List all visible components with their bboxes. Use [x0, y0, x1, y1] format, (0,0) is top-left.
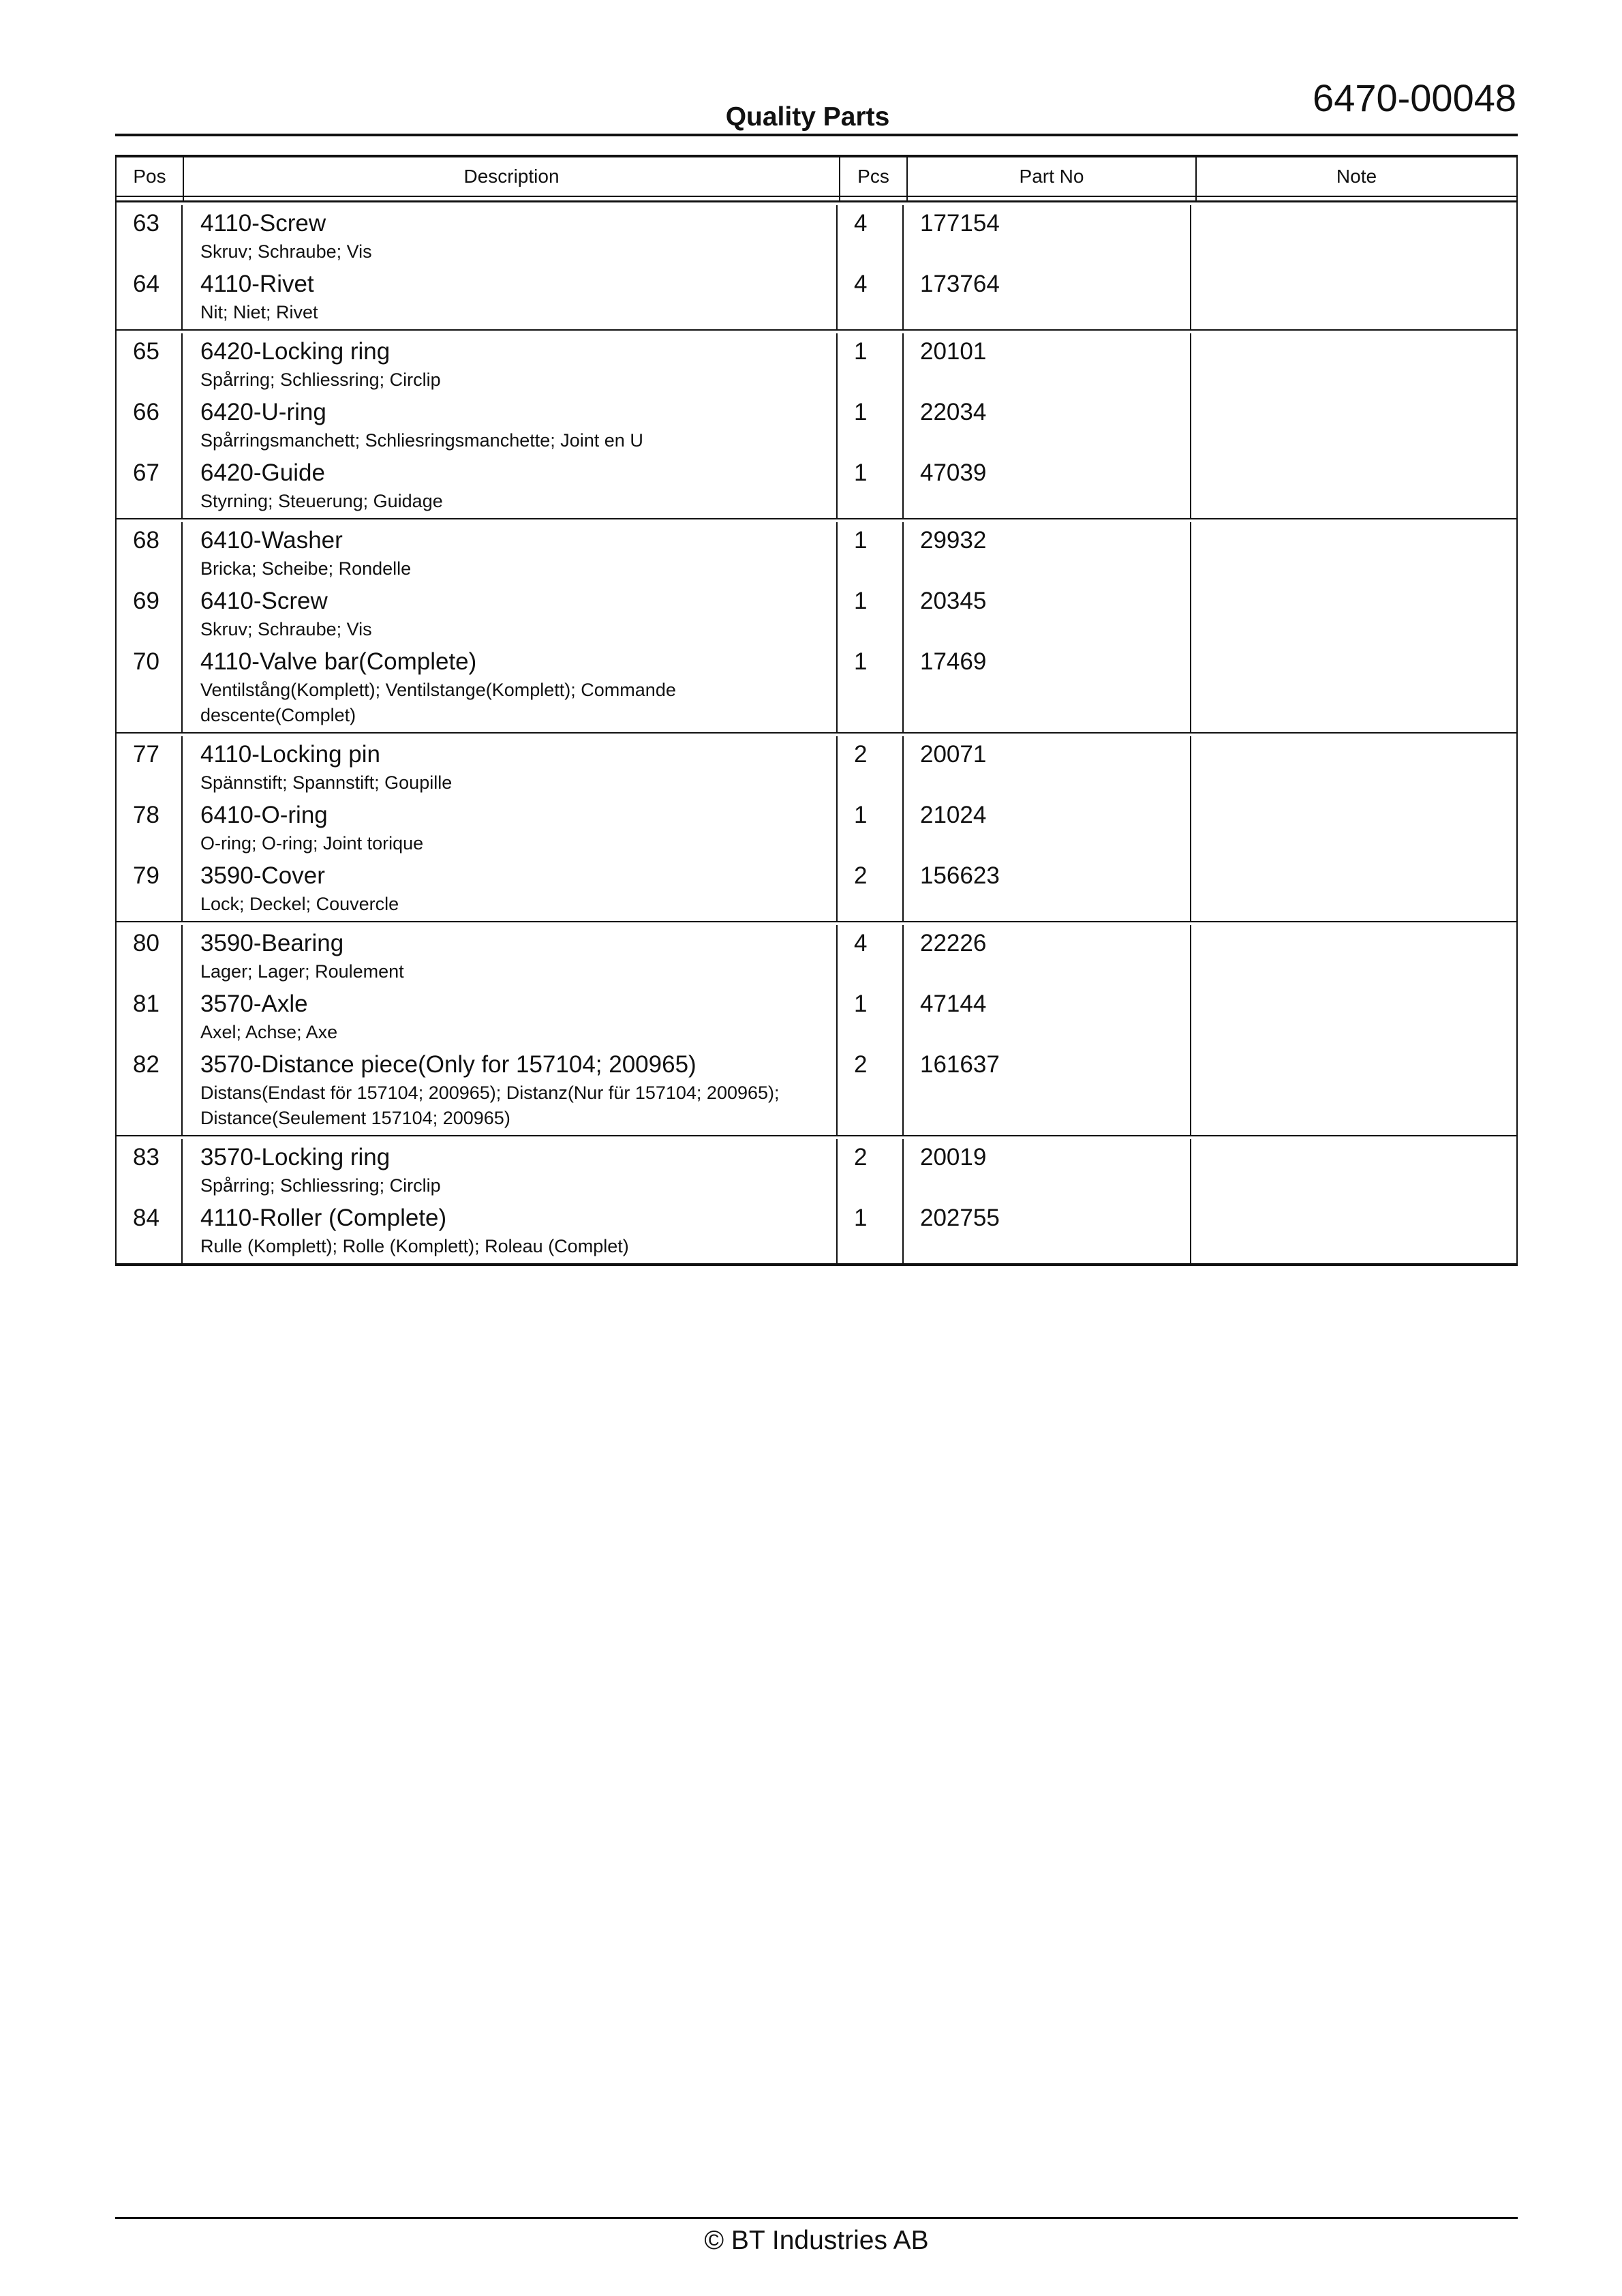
part-number-cell: 202755 — [904, 1203, 1191, 1263]
table-row — [117, 522, 1516, 586]
table-row — [117, 860, 1516, 921]
part-name: 6410-O-ring — [200, 802, 328, 828]
note-cell — [1191, 457, 1516, 518]
pcs-cell: 2 — [838, 860, 904, 921]
description-cell — [183, 736, 838, 800]
pos-cell: 69 — [117, 586, 183, 646]
page-title: Quality Parts — [725, 102, 890, 132]
description-cell — [183, 397, 838, 457]
footer-divider — [115, 2217, 1518, 2219]
table-row — [117, 988, 1516, 1049]
row-group-inner — [117, 922, 1516, 1135]
pcs-cell: 1 — [838, 988, 904, 1049]
description-cell — [183, 1203, 838, 1263]
description-cell — [183, 925, 838, 988]
table-row-group — [117, 1135, 1516, 1263]
pos-cell: 78 — [117, 800, 183, 860]
part-number-cell: 29932 — [904, 522, 1191, 586]
note-cell — [1191, 522, 1516, 586]
column-header-pos: Pos — [117, 157, 184, 196]
pcs-cell: 4 — [838, 205, 904, 269]
table-row-group — [117, 732, 1516, 921]
note-cell — [1191, 1049, 1516, 1135]
row-group-inner — [117, 519, 1516, 732]
note-cell — [1191, 333, 1516, 397]
pos-cell: 80 — [117, 925, 183, 988]
pos-cell: 77 — [117, 736, 183, 800]
footer-copyright: © BT Industries AB — [704, 2226, 929, 2255]
pcs-cell: 1 — [838, 522, 904, 586]
table-row-group — [117, 202, 1516, 329]
table-row — [117, 1049, 1516, 1135]
pos-cell: 64 — [117, 269, 183, 329]
part-translation: Lock; Deckel; Couvercle — [200, 894, 399, 914]
description-cell — [183, 1049, 838, 1135]
part-number-cell: 20101 — [904, 333, 1191, 397]
pcs-cell: 1 — [838, 397, 904, 457]
table-row — [117, 925, 1516, 988]
part-number-cell: 20345 — [904, 586, 1191, 646]
part-name: 4110-Screw — [200, 210, 326, 237]
note-cell — [1191, 988, 1516, 1049]
part-translation: Nit; Niet; Rivet — [200, 302, 318, 322]
part-translation: Spårringsmanchett; Schliesringsmanchette; Joint en U — [200, 430, 643, 451]
table-row-group — [117, 921, 1516, 1135]
pos-cell: 68 — [117, 522, 183, 586]
part-translation: O-ring; O-ring; Joint torique — [200, 833, 424, 854]
note-cell — [1191, 205, 1516, 269]
row-group-inner — [117, 202, 1516, 329]
description-cell — [183, 205, 838, 269]
part-name: 3570-Distance piece(Only for 157104; 200965) — [200, 1051, 697, 1078]
table-row — [117, 646, 1516, 732]
part-translation: Rulle (Komplett); Rolle (Komplett); Roleau (Complet) — [200, 1236, 629, 1256]
part-name: 6410-Washer — [200, 527, 343, 554]
column-header-part-no: Part No — [908, 157, 1197, 196]
part-translation: Spårring; Schliessring; Circlip — [200, 369, 441, 390]
part-translation: Skruv; Schraube; Vis — [200, 241, 372, 262]
part-number-cell: 47039 — [904, 457, 1191, 518]
pos-cell: 63 — [117, 205, 183, 269]
part-name: 6420-Guide — [200, 459, 325, 486]
pcs-cell: 1 — [838, 586, 904, 646]
part-number-cell: 20071 — [904, 736, 1191, 800]
pcs-cell: 4 — [838, 269, 904, 329]
pcs-cell: 1 — [838, 800, 904, 860]
description-cell — [183, 988, 838, 1049]
description-cell — [183, 269, 838, 329]
part-name: 4110-Rivet — [200, 271, 314, 297]
pos-cell: 81 — [117, 988, 183, 1049]
pcs-cell: 1 — [838, 646, 904, 732]
table-row-group — [117, 518, 1516, 732]
part-name: 4110-Locking pin — [200, 741, 380, 768]
pos-cell: 79 — [117, 860, 183, 921]
part-translation: Spännstift; Spannstift; Goupille — [200, 772, 453, 793]
part-name: 3590-Bearing — [200, 930, 344, 956]
pcs-cell: 1 — [838, 457, 904, 518]
note-cell — [1191, 925, 1516, 988]
parts-table — [115, 155, 1518, 1266]
table-row — [117, 397, 1516, 457]
table-row — [117, 586, 1516, 646]
pos-cell: 84 — [117, 1203, 183, 1263]
pos-cell: 66 — [117, 397, 183, 457]
part-name: 3590-Cover — [200, 862, 325, 889]
row-group-inner — [117, 1136, 1516, 1263]
pos-cell: 65 — [117, 333, 183, 397]
note-cell — [1191, 1139, 1516, 1203]
row-group-inner — [117, 331, 1516, 518]
description-cell — [183, 586, 838, 646]
part-number-cell: 47144 — [904, 988, 1191, 1049]
pos-cell: 67 — [117, 457, 183, 518]
part-name: 3570-Axle — [200, 991, 308, 1017]
table-header — [117, 157, 1516, 197]
table-row-group — [117, 329, 1516, 518]
part-number-cell: 21024 — [904, 800, 1191, 860]
pcs-cell: 1 — [838, 333, 904, 397]
pcs-cell: 1 — [838, 1203, 904, 1263]
note-cell — [1191, 736, 1516, 800]
description-cell — [183, 1139, 838, 1203]
part-name: 6410-Screw — [200, 588, 328, 614]
table-row — [117, 205, 1516, 269]
part-number-cell: 22226 — [904, 925, 1191, 988]
part-translation: descente(Complet) — [200, 705, 356, 725]
table-row — [117, 1203, 1516, 1263]
part-translation: Distance(Seulement 157104; 200965) — [200, 1108, 510, 1128]
table-row — [117, 457, 1516, 518]
part-name: 4110-Roller (Complete) — [200, 1205, 447, 1231]
table-row — [117, 333, 1516, 397]
part-translation: Ventilstång(Komplett); Ventilstange(Komplett); Commande — [200, 680, 676, 700]
note-cell — [1191, 800, 1516, 860]
table-row — [117, 1139, 1516, 1203]
part-translation: Styrning; Steuerung; Guidage — [200, 491, 443, 511]
part-translation: Distans(Endast för 157104; 200965); Distanz(Nur für 157104; 200965); — [200, 1083, 780, 1103]
description-cell — [183, 522, 838, 586]
part-name: 4110-Valve bar(Complete) — [200, 648, 477, 675]
part-number-cell: 173764 — [904, 269, 1191, 329]
part-number-cell: 22034 — [904, 397, 1191, 457]
pos-cell: 82 — [117, 1049, 183, 1135]
pcs-cell: 4 — [838, 925, 904, 988]
note-cell — [1191, 397, 1516, 457]
pcs-cell: 2 — [838, 1139, 904, 1203]
pos-cell: 83 — [117, 1139, 183, 1203]
pcs-cell: 2 — [838, 1049, 904, 1135]
header-divider — [115, 134, 1518, 136]
part-number-cell: 20019 — [904, 1139, 1191, 1203]
note-cell — [1191, 269, 1516, 329]
part-translation: Spårring; Schliessring; Circlip — [200, 1175, 441, 1196]
column-header-description: Description — [184, 157, 840, 196]
part-number-cell: 177154 — [904, 205, 1191, 269]
description-cell — [183, 457, 838, 518]
part-number-cell: 161637 — [904, 1049, 1191, 1135]
table-row — [117, 800, 1516, 860]
part-translation: Bricka; Scheibe; Rondelle — [200, 558, 412, 579]
column-header-pcs: Pcs — [840, 157, 908, 196]
column-header-note: Note — [1336, 166, 1377, 187]
part-translation: Axel; Achse; Axe — [200, 1022, 338, 1042]
pos-cell: 70 — [117, 646, 183, 732]
document-number: 6470-00048 — [1313, 76, 1516, 119]
part-translation: Skruv; Schraube; Vis — [200, 619, 372, 639]
note-cell — [1191, 646, 1516, 732]
table-row — [117, 736, 1516, 800]
description-cell — [183, 333, 838, 397]
part-name: 6420-U-ring — [200, 399, 326, 425]
part-number-cell: 156623 — [904, 860, 1191, 921]
note-cell — [1191, 1203, 1516, 1263]
part-translation: Lager; Lager; Roulement — [200, 961, 404, 982]
description-cell — [183, 646, 838, 732]
row-group-inner — [117, 734, 1516, 921]
pcs-cell: 2 — [838, 736, 904, 800]
part-name: 6420-Locking ring — [200, 338, 391, 365]
table-row — [117, 269, 1516, 329]
table-body — [117, 202, 1516, 1263]
description-cell — [183, 860, 838, 921]
note-cell — [1191, 860, 1516, 921]
part-name: 3570-Locking ring — [200, 1144, 391, 1170]
description-cell — [183, 800, 838, 860]
note-cell — [1191, 586, 1516, 646]
part-number-cell: 17469 — [904, 646, 1191, 732]
